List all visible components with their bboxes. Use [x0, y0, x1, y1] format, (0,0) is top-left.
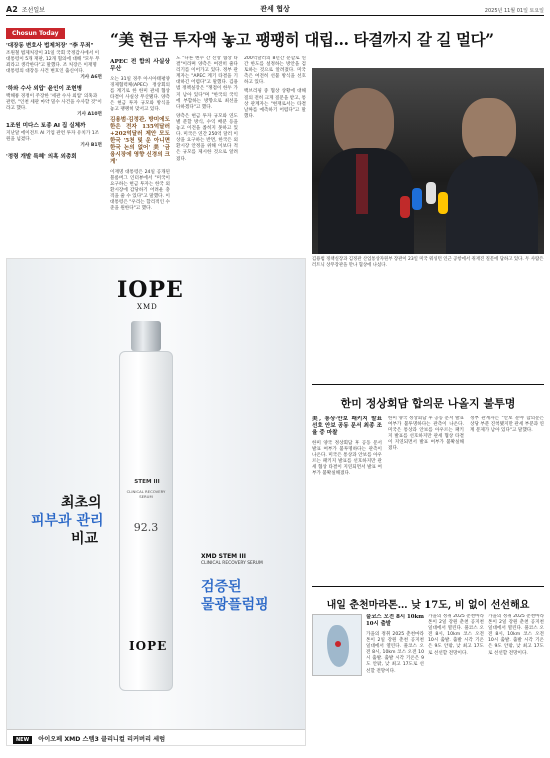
- article-text: 200억달러의 8년간 분할로 연간 한도를 설정하는 방안을 검토하는 것으로 알려졌다. 미국 측은 여전히 선불 방식을 선호하고 있다.: [244, 56, 306, 86]
- ad-footer: [7, 729, 305, 745]
- article-text: 오는 31일 경주 아시아태평양경제협력체(APEC) 정상회의를 계기로 한 한미 관세 협상 타결이 사실상 무산됐다. 양측은 현금 투자 규모와 방식을 놓고 팽팽히 맞서고 있다.: [110, 77, 170, 113]
- brief-item[interactable]: [6, 154, 102, 161]
- ad-copy-line-3: 비교: [71, 531, 99, 547]
- brief-title: 1조원 미다스 토종 AI 집 실체까: [6, 123, 86, 129]
- ad-copy-line-1: 최초의: [61, 495, 102, 511]
- cosmetics-advertisement[interactable]: [6, 258, 306, 746]
- story3-column-2: [428, 614, 484, 744]
- brief-body: 조원철 법제처장이 31일 국회 국정감사에서 이 대통령이 5개 재판, 12개 혐의에 대해 "모두 무죄라고 생각한다"고 말했다. 조 처장은 이재명 대통령의 대장동 사건 변호인 출신이다.: [6, 51, 100, 74]
- chuncheon-map: [312, 614, 362, 676]
- article-column-2: [176, 56, 238, 252]
- brief-title: '하와 수사 외압' 윤인이 조현병: [6, 86, 83, 92]
- brief-body: 백해룡 경정이 주장한 '세관 수사 외압' 의혹과 관련, "인천 세관 마약 밀수 사건을 수사할 것"이라고 했다.: [6, 94, 102, 111]
- serum-label-2: CLINICAL RECOVERY SERUM: [126, 489, 166, 499]
- issue-date: 2025년 11월 01일 토요일: [484, 8, 544, 14]
- brief-ref: 기사 B1면: [80, 143, 102, 148]
- article-subhead: APEC 전 합의 사실상 무산: [110, 59, 170, 72]
- brief-body: 지난달 에이전트 AI 기업 관련 투자 유치가 1조원을 넘겼다.: [6, 131, 100, 142]
- main-headline: “美 현금 투자액 놓고 팽팽히 대립… 타결까지 갈 길 멀다”: [110, 30, 494, 49]
- brief-ref: 기사 A6면: [80, 75, 102, 80]
- article-text: 가을의 정취 2025 춘천마라톤이 2일 강원 춘천 공지천 일대에서 열린다. 풀코스 오전 8시, 10km 코스 오전 10시 출발. 출발 시각 기온은 9도 안팎, 낮 최고 17도로 선선할 전망이다.: [366, 632, 424, 674]
- section-title: 관세 협상: [260, 5, 290, 13]
- story2-headline: 한미 정상회담 합의문 나올지 불투명: [312, 384, 544, 411]
- article-text: 이재명 대통령은 24일 공개된 블룸버그 인터뷰에서 "미국이 요구하는 현금 투자는 한국 외환시장에 감당하기 어려운 충격을 줄 수 있다"고 말했다. 이 대통령은 "우리는 합리적인 수준을 원한다"고 했다.: [110, 169, 170, 212]
- ad-brand-logo: IOPE: [117, 277, 184, 303]
- article-text: 한미 양국 정상회담 후 공동 문서 발표 여부가 불투명하다는 관측이 나온다. 미국은 통상과 안보를 아우르는 패키지 발표를 선호하지만 관세 협상 타결이 지연되면서 발표 여부가 불확실해졌다.: [388, 416, 464, 452]
- brief-item[interactable]: [6, 86, 102, 118]
- story3-column-3: [488, 614, 544, 744]
- brief-item[interactable]: [6, 43, 102, 81]
- ad-claim-1: 검증된: [201, 579, 242, 595]
- serum-cap: [131, 321, 161, 351]
- new-badge: NEW: [13, 736, 32, 744]
- article-deck: 김용범·김정관, 방미에도 한은 전자 135억달러+202억달러 제안 모도 한국 '5천 및 운 아니면 한국 논의 없어' 美 '금융시장에 영향 신경의 크게': [110, 116, 170, 165]
- serum-label-3: 92.3: [133, 521, 159, 534]
- chosun-today-column: [6, 20, 102, 166]
- page-number: A2: [6, 5, 18, 14]
- ad-claim-2: 물광플럼핑: [201, 597, 269, 613]
- news-photo: [312, 68, 544, 254]
- story2-subhead: 美, 통상·안보 패키지 발표 선호 안보 공동 문서 최종 조율 중 마찰: [312, 416, 382, 436]
- ad-footer-text: 아이오페 XMD 스템3 클리니컬 리커버리 세럼: [38, 736, 166, 743]
- ad-product-name: XMD STEM III: [201, 553, 246, 560]
- location-marker-icon: [335, 641, 341, 647]
- article-text: 백브리핑 중 협상 상황에 대해 질의 전히 크게 질문을 받고, 통상 관계자는 "현재로서는 타결 날짜를 예측하기 어렵다"고 말했다.: [244, 89, 306, 119]
- story3-column-1: [366, 614, 424, 744]
- article-text: 도 "다른 변수 간 신앙 협상 타결"이라며 양측은 여전히 줄다리기를 이어가고 있다. 정부 관계자는 "APEC 계기 타결을 기대하긴 어렵다"고 말했다. 김용범 정책실장은 "쟁점이 한두 가지 남아 있다"며 "한국의 국익에 부합하는 방향으로 최선을 다하겠다"고 했다.: [176, 56, 238, 110]
- ad-copy-line-2: 피부과 관리: [31, 513, 104, 529]
- brief-item[interactable]: [6, 123, 102, 149]
- serum-label-1: STEM III: [134, 479, 160, 485]
- article-text: 양측은 현금 투자 규모와 연도별 분할 방식, 수익 배분 등을 놓고 이견을 좁히지 못하고 있다. 미국은 연간 250억 달러 이상을 요구하는 반면, 한국은 외환시장 안정을 위해 이보다 적은 규모를 제시한 것으로 알려졌다.: [176, 113, 238, 162]
- story2-column-3: [470, 416, 544, 576]
- paper-name: 조선일보: [21, 7, 45, 14]
- chosun-today-tag: Chosun Today: [6, 28, 65, 39]
- article-column-1: [110, 56, 170, 252]
- masthead: [6, 4, 544, 16]
- brief-title: '대장동 변호사 법제처장' "李 무죄": [6, 43, 94, 49]
- story3-headline: 내일 춘천마라톤… 낮 17도, 비 없이 선선해요: [312, 586, 544, 611]
- story2-column-1: [312, 416, 382, 576]
- ad-brand-sub: XMD: [137, 303, 158, 311]
- brief-ref: 기사 A10면: [77, 112, 102, 117]
- article-text: 가을의 정취 2025 춘천마라톤이 2일 강원 춘천 공지천 일대에서 열린다. 풀코스 오전 8시, 10km 코스 오전 10시 출발. 출발 시각 기온은 9도 안팎, 낮 최고 17도로 선선할 전망이다.: [488, 614, 544, 656]
- story2-column-2: [388, 416, 464, 576]
- article-text: 한미 양국 정상회담 후 공동 문서 발표 여부가 불투명하다는 관측이 나온다. 미국은 통상과 안보를 아우르는 패키지 발표를 선호하지만 관세 협상 타결이 지연되면서 발표 여부가 불확실해졌다.: [312, 441, 382, 477]
- bottle-brand: IOPE: [129, 639, 168, 653]
- story3-subhead: 풀코스 오전 8시 10km 10시 출발: [366, 614, 424, 627]
- article-text: 정부 관계자는 "안보 분야 합의문은 상당 부분 진척됐지만 관세 부분과 연계 문제가 남아 있다"고 말했다.: [470, 416, 544, 434]
- photo-caption: 김용범 정책실장과 김정관 산업통상자원부 장관이 23일 미국 워싱턴 인근 공항에서 취재진 질문에 답하고 있다. 두 사람은 러트닉 상무장관을 만나 협상에 나섰다.: [312, 257, 544, 268]
- ad-product-type: CLINICAL RECOVERY SERUM: [201, 561, 263, 566]
- article-column-3: [244, 56, 306, 252]
- brief-title: '정령 개발 특혜' 의혹 외총회: [6, 154, 77, 160]
- article-text: 가을의 정취 2025 춘천마라톤이 2일 강원 춘천 공지천 일대에서 열린다. 풀코스 오전 8시, 10km 코스 오전 10시 출발. 출발 시각 기온은 9도 안팎, 낮 최고 17도로 선선할 전망이다.: [428, 614, 484, 656]
